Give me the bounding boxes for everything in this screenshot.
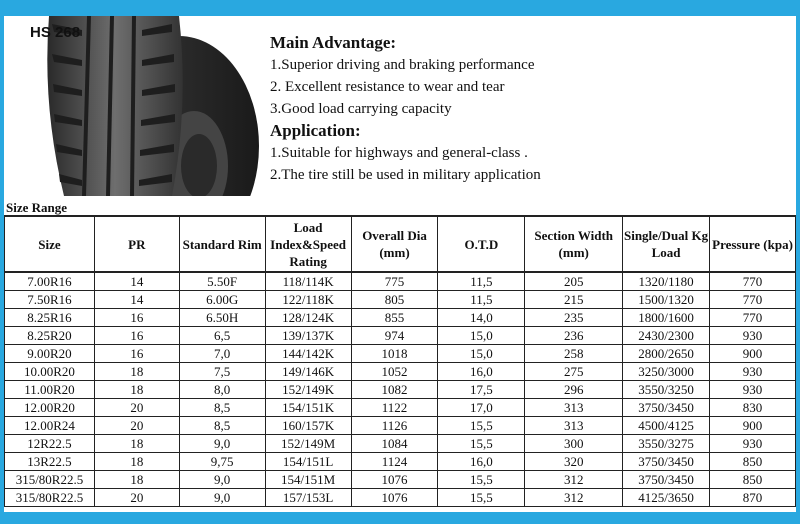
table-cell: 152/149K (265, 381, 351, 399)
main-advantage-heading: Main Advantage: (270, 33, 397, 52)
table-cell: 275 (525, 363, 623, 381)
column-header: O.T.D (438, 216, 525, 272)
table-cell: 15,5 (438, 471, 525, 489)
table-row (5, 471, 796, 489)
table-cell: 20 (94, 417, 179, 435)
table-cell: 3750/3450 (623, 471, 710, 489)
advantage-item: 3.Good load carrying capacity (270, 101, 452, 117)
table-header-row (5, 216, 796, 272)
table-cell: 7,0 (179, 345, 265, 363)
table-cell: 12.00R20 (5, 399, 95, 417)
table-row (5, 435, 796, 453)
table-cell: 205 (525, 272, 623, 291)
table-cell: 296 (525, 381, 623, 399)
table-cell: 300 (525, 435, 623, 453)
table-row (5, 291, 796, 309)
table-cell: 16,0 (438, 363, 525, 381)
table-cell: 18 (94, 435, 179, 453)
tire-image (4, 16, 266, 196)
table-row (5, 363, 796, 381)
table-cell: 14,0 (438, 309, 525, 327)
table-cell: 770 (710, 309, 796, 327)
table-cell: 7.00R16 (5, 272, 95, 291)
table-cell: 320 (525, 453, 623, 471)
table-cell: 8.25R20 (5, 327, 95, 345)
table-row (5, 345, 796, 363)
table-cell: 6,5 (179, 327, 265, 345)
table-cell: 3750/3450 (623, 453, 710, 471)
table-cell: 930 (710, 381, 796, 399)
table-cell: 7.50R16 (5, 291, 95, 309)
table-cell: 15,5 (438, 435, 525, 453)
table-cell: 258 (525, 345, 623, 363)
table-cell: 14 (94, 291, 179, 309)
application-item: 1.Suitable for highways and general-class . (270, 145, 528, 161)
table-cell: 6.50H (179, 309, 265, 327)
table-cell: 974 (351, 327, 438, 345)
table-cell: 11.00R20 (5, 381, 95, 399)
table-cell: 10.00R20 (5, 363, 95, 381)
table-cell: 9,0 (179, 435, 265, 453)
table-cell: 15,5 (438, 417, 525, 435)
table-cell: 15,0 (438, 345, 525, 363)
advantage-item: 1.Superior driving and braking performance (270, 57, 535, 73)
table-cell: 3550/3250 (623, 381, 710, 399)
table-cell: 850 (710, 453, 796, 471)
table-cell: 152/149M (265, 435, 351, 453)
table-cell: 9.00R20 (5, 345, 95, 363)
table-cell: 775 (351, 272, 438, 291)
table-cell: 3250/3000 (623, 363, 710, 381)
table-cell: 8.25R16 (5, 309, 95, 327)
table-cell: 235 (525, 309, 623, 327)
table-row (5, 489, 796, 507)
table-cell: 15,5 (438, 489, 525, 507)
table-cell: 118/114K (265, 272, 351, 291)
table-cell: 1018 (351, 345, 438, 363)
column-header: Overall Dia (mm) (351, 216, 438, 272)
table-cell: 1122 (351, 399, 438, 417)
application-item: 2.The tire still be used in military application (270, 167, 541, 183)
table-row (5, 327, 796, 345)
table-cell: 9,0 (179, 471, 265, 489)
table-row (5, 381, 796, 399)
table-cell: 139/137K (265, 327, 351, 345)
table-cell: 312 (525, 471, 623, 489)
table-cell: 7,5 (179, 363, 265, 381)
table-cell: 8,5 (179, 399, 265, 417)
table-cell: 1800/1600 (623, 309, 710, 327)
table-cell: 2430/2300 (623, 327, 710, 345)
table-cell: 312 (525, 489, 623, 507)
table-cell: 215 (525, 291, 623, 309)
table-cell: 20 (94, 399, 179, 417)
model-name: HS 268 (30, 24, 81, 41)
table-cell: 14 (94, 272, 179, 291)
table-cell: 154/151M (265, 471, 351, 489)
column-header: Single/Dual Kg Load (623, 216, 710, 272)
table-cell: 9,75 (179, 453, 265, 471)
table-cell: 1076 (351, 471, 438, 489)
table-row (5, 417, 796, 435)
table-cell: 17,5 (438, 381, 525, 399)
table-row (5, 453, 796, 471)
table-cell: 144/142K (265, 345, 351, 363)
table-cell: 5.50F (179, 272, 265, 291)
table-cell: 900 (710, 345, 796, 363)
table-cell: 870 (710, 489, 796, 507)
table-cell: 315/80R22.5 (5, 489, 95, 507)
table-cell: 770 (710, 272, 796, 291)
table-cell: 154/151L (265, 453, 351, 471)
table-cell: 11,5 (438, 291, 525, 309)
table-cell: 18 (94, 363, 179, 381)
table-cell: 154/151K (265, 399, 351, 417)
table-cell: 16,0 (438, 453, 525, 471)
table-cell: 6.00G (179, 291, 265, 309)
table-cell: 1076 (351, 489, 438, 507)
column-header: Section Width (mm) (525, 216, 623, 272)
table-cell: 17,0 (438, 399, 525, 417)
column-header: Standard Rim (179, 216, 265, 272)
table-cell: 930 (710, 363, 796, 381)
table-cell: 18 (94, 471, 179, 489)
table-cell: 1320/1180 (623, 272, 710, 291)
table-cell: 13R22.5 (5, 453, 95, 471)
table-cell: 1052 (351, 363, 438, 381)
table-cell: 11,5 (438, 272, 525, 291)
size-table (4, 215, 796, 507)
table-cell: 770 (710, 291, 796, 309)
table-cell: 4125/3650 (623, 489, 710, 507)
application-heading: Application: (270, 121, 361, 140)
table-cell: 313 (525, 417, 623, 435)
table-cell: 1084 (351, 435, 438, 453)
table-cell: 149/146K (265, 363, 351, 381)
column-header: Size (5, 216, 95, 272)
table-cell: 855 (351, 309, 438, 327)
table-cell: 16 (94, 309, 179, 327)
table-row (5, 272, 796, 291)
table-cell: 20 (94, 489, 179, 507)
table-cell: 12.00R24 (5, 417, 95, 435)
table-cell: 12R22.5 (5, 435, 95, 453)
table-cell: 160/157K (265, 417, 351, 435)
table-cell: 15,0 (438, 327, 525, 345)
table-cell: 1500/1320 (623, 291, 710, 309)
table-cell: 315/80R22.5 (5, 471, 95, 489)
table-cell: 8,0 (179, 381, 265, 399)
table-cell: 930 (710, 435, 796, 453)
advantage-item: 2. Excellent resistance to wear and tear (270, 79, 505, 95)
product-info (270, 32, 541, 186)
table-cell: 9,0 (179, 489, 265, 507)
table-cell: 805 (351, 291, 438, 309)
table-cell: 18 (94, 453, 179, 471)
table-cell: 157/153L (265, 489, 351, 507)
table-cell: 18 (94, 381, 179, 399)
table-cell: 1124 (351, 453, 438, 471)
table-row (5, 399, 796, 417)
table-cell: 850 (710, 471, 796, 489)
size-range-caption: Size Range (6, 200, 68, 215)
table-cell: 8,5 (179, 417, 265, 435)
table-cell: 128/124K (265, 309, 351, 327)
table-cell: 1082 (351, 381, 438, 399)
table-cell: 1126 (351, 417, 438, 435)
table-cell: 2800/2650 (623, 345, 710, 363)
table-cell: 4500/4125 (623, 417, 710, 435)
table-cell: 930 (710, 327, 796, 345)
table-cell: 3550/3275 (623, 435, 710, 453)
table-cell: 900 (710, 417, 796, 435)
table-cell: 830 (710, 399, 796, 417)
table-cell: 122/118K (265, 291, 351, 309)
table-cell: 236 (525, 327, 623, 345)
table-cell: 16 (94, 327, 179, 345)
table-cell: 3750/3450 (623, 399, 710, 417)
column-header: PR (94, 216, 179, 272)
column-header: Load Index&Speed Rating (265, 216, 351, 272)
table-row (5, 309, 796, 327)
column-header: Pressure (kpa) (710, 216, 796, 272)
table-cell: 16 (94, 345, 179, 363)
table-cell: 313 (525, 399, 623, 417)
